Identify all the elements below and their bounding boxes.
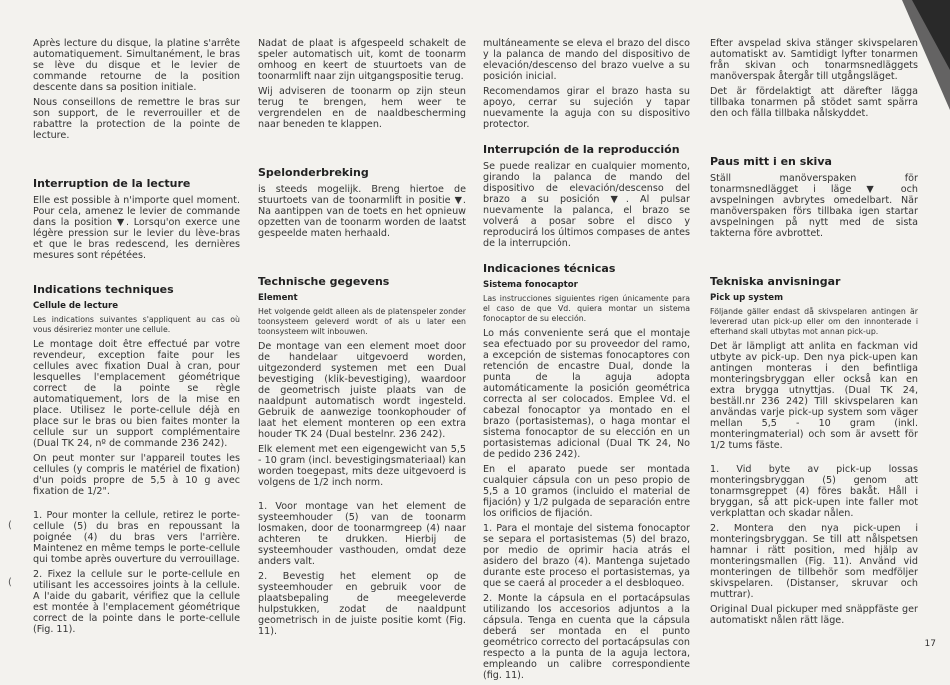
swedish-pickup-note: Följande gäller endast då skivspelaren antingen är levererad utan pick-up eller om den innonterade i efterhand skall utbytas mot annan pick-up. (710, 307, 918, 336)
spanish-interruption-heading: Interrupción de la reproducción (483, 143, 680, 156)
spanish-cell-note: Las instrucciones siguientes rigen únicamente para el caso de que Vd. quiera montar un sistema fonocaptor de su elección. (483, 294, 690, 323)
spanish-cell-paragraph-2: En el aparato puede ser montada cualquier cápsula con un peso propio de 5,5 a 10 gramos (incluido el material de fijación) y 1/2 pulgada de separación entre los orificios de fijación. (483, 464, 690, 519)
swedish-pickup-paragraph-1: Det är lämpligt att anlita en fackman vid utbyte av pick-up. Den nya pick-upen kan antingen monteras i den befintliga monteringsbryggan eller också kan en extra brygga utnyttjas. (Dual TK 24, beställ.nr 236 242) Till skivspelaren kan användas varje pick-up system som väger mellan 5,5 - 10 gram (inkl. monteringmaterial) och som är avsett för 1/2 tums fäste. (710, 341, 918, 451)
dutch-technical-heading: Technische gegevens (258, 275, 390, 288)
spanish-interruption-text: Se puede realizar en cualquier momento, girando la palanca de mando del dispositivo de elevación/descenso del brazo a su posición ▼. Al pulsar nuevamente la palanca, el brazo se volverá a posar sobre el disco y reproducirá los últimos compases de antes de la interrupción. (483, 161, 690, 249)
spanish-intro-2: Recomendamos girar el brazo hasta su apoyo, cerrar su sujeción y tapar nuevamente la aguja con su dispositivo protector. (483, 86, 690, 130)
spanish-step-2: 2. Monte la cápsula en el portacápsulas utilizando los accesorios adjuntos a la cápsula. Tenga en cuenta que la cápsula deberá ser montada en el punto geométrico correcto del portacápsulas con respecto a la punta de la aguja lectora, empleando un calibre correspondiente (fig. 11). (483, 593, 690, 681)
swedish-pause-heading: Paus mitt i en skiva (710, 155, 832, 168)
dutch-step-1: 1. Voor montage van het element de systeemhouder (5) van de toonarm losmaken, door de toonarmgreep (4) naar achteren te drukken. Hierbij de systeemhouder vasthouden, omdat deze anders valt. (258, 501, 466, 567)
spanish-step-1: 1. Para el montaje del sistema fonocaptor se separa el portasistemas (5) del brazo, por medio de oprimir hacia atrás el asidero del brazo (4). Mantenga sujetado durante este proceso el portasistemas, ya que se caerá al proceder a el desbloqueo. (483, 523, 690, 589)
dutch-step-2: 2. Bevestig het element op de systeemhouder en gebruik voor de plaatsbepaling de meegeleverde hulpstukken, zodat de naaldpunt geometrisch in de juiste positie komt (Fig. 11). (258, 571, 466, 637)
spanish-technical-heading: Indicaciones técnicas (483, 262, 616, 275)
page-corner-curl (902, 0, 950, 110)
margin-mark: ( (8, 577, 12, 588)
dutch-element-subheading: Element (258, 293, 298, 303)
french-cell-paragraph-1: Le montage doit être effectué par votre revendeur, exception faite pour les cellules avec fixation Dual à cran, pour lesquelles l'emplacement géométrique correct de la pointe se règle automatiquement, lors de la mise en place. Utilisez le porte-cellule déjà en place sur le bras ou bien faites monter la cellule sur un support complémentaire (Dual TK 24, nº de commande 236 242). (33, 339, 240, 449)
dutch-stop-text: is steeds mogelijk. Breng hiertoe de stuurtoets van de toonarmlift in positie ▼. Na aantippen van de toets en het opnieuw opzetten van de toonarm worden de laatst gespeelde maten herhaald. (258, 184, 466, 239)
dutch-element-paragraph-1: De montage van een element moet door de handelaar uitgevoerd worden, uitgezonderd systemen met een Dual bevestiging (klik-bevestiging), waardoor de geometrisch juiste plaats van de naaldpunt automatisch wordt ingesteld. Gebruik de aanwezige toonkophouder of laat het element monteren op een extra houder TK 24 (Dual bestelnr. 236 242). (258, 341, 466, 440)
dutch-stop-heading: Spelonderbreking (258, 166, 369, 179)
swedish-pickup-subheading: Pick up system (710, 293, 784, 303)
french-cell-note: Les indications suivantes s'appliquent au cas où vous désireriez monter une cellule. (33, 315, 240, 334)
dutch-element-paragraph-2: Elk element met een eigengewicht van 5,5 - 10 gram (incl. bevestigingsmateriaal) kan worden toegepast, mits deze uitgevoerd is volgens de 1/2 inch norm. (258, 444, 466, 488)
swedish-intro: Efter avspelad skiva stänger skivspelaren automatiskt av. Samtidigt lyfter tonarmen från skivan och tonarmsnedläggets manöverspak återgår till utgångsläget. (710, 38, 918, 82)
french-step-1: 1. Pour monter la cellule, retirez le porte-cellule (5) du bras en repoussant la poignée (4) du bras vers l'arrière. Maintenez en même temps le porte-cellule qui tombe après ouverture du verrouillage. (33, 510, 240, 565)
spanish-column (483, 38, 690, 685)
french-cell-paragraph-2: On peut monter sur l'appareil toutes les cellules (y compris le matériel de fixation) d'un poids propre de 5,5 à 10 g avec fixation de 1/2". (33, 453, 240, 497)
swedish-pause-text: Ställ manöverspaken för tonarmsnedlägget i läge ▼ och avspelningen avbrytes omedelbart. När manöverspaken förs tillbaka igen startar avspelningen på nytt med de sista takterna före avbrottet. (710, 173, 918, 239)
margin-mark: ( (8, 520, 12, 531)
swedish-step-1: 1. Vid byte av pick-up lossas monteringsbryggan (5) genom att tonarmsgreppet (4) föres bakåt. Håll i bryggan, så att pick-upen inte faller mot verkplattan och skadar nålen. (710, 464, 918, 519)
spanish-cell-subheading: Sistema fonocaptor (483, 280, 578, 290)
dutch-column (258, 38, 466, 641)
french-technical-heading: Indications techniques (33, 283, 174, 296)
swedish-column (710, 38, 918, 630)
page-number: 17 (924, 639, 936, 649)
french-cell-subheading: Cellule de lecture (33, 301, 119, 311)
french-column (33, 38, 240, 639)
french-interruption-heading: Interruption de la lecture (33, 177, 191, 190)
swedish-step-3: Original Dual pickuper med snäppfäste ger automatiskt nålen rätt läge. (710, 604, 918, 626)
swedish-step-2: 2. Montera den nya pick-upen i monteringsbryggan. Se till att nålspetsen hamnar i rätt position, med hjälp av monteringsmallen (Fig. 11). Använd vid monteringen de tillbehör som medföljer skivspelaren. (Distanser, skruvar och muttrar). (710, 523, 918, 600)
spanish-cell-paragraph-1: Lo más conveniente será que el montaje sea efectuado por su proveedor del ramo, a excepción de sistemas fonocaptores con retención de encastre Dual, donde la punta de la aguja adopta automáticamente la posición geométrica correcta al ser colocados. Emplee Vd. el cabezal fonocaptor ya montado en el brazo (portasistemas), o haga montar el sistema fonocaptor de su elección en un portasistemas adicional (Dual TK 24, No de pedido 236 242). (483, 328, 690, 460)
french-intro: Après lecture du disque, la platine s'arrête automatiquement. Simultanément, le bras se lève du disque et le levier de commande retourne de la position descente dans sa position initiale. (33, 38, 240, 93)
french-intro-2: Nous conseillons de remettre le bras sur son support, de le reverrouiller et de rabattre la protection de la pointe de lecture. (33, 97, 240, 141)
dutch-intro: Nadat de plaat is afgespeeld schakelt de speler automatisch uit, komt de toonarm omhoog en keert de stuurtoets van de toonarmlift naar zijn uitgangspositie terug. (258, 38, 466, 82)
dutch-element-note: Het volgende geldt alleen als de platenspeler zonder toonsysteem geleverd wordt of als u later een toonsysteem wilt inbouwen. (258, 307, 466, 336)
french-step-2: 2. Fixez la cellule sur le porte-cellule en utilisant les accessoires joints à la cellule. A l'aide du gabarit, vérifiez que la cellule est montée à l'emplacement géométrique correct de la pointe dans le porte-cellule (Fig. 11). (33, 569, 240, 635)
dutch-intro-2: Wij adviseren de toonarm op zijn steun terug te brengen, hem weer te vergrendelen en de naaldbescherming naar beneden te klappen. (258, 86, 466, 130)
spanish-intro: multáneamente se eleva el brazo del disco y la palanca de mando del dispositivo de elevación/descenso del brazo vuelve a su posición inicial. (483, 38, 690, 82)
french-interruption-text: Elle est possible à n'importe quel moment. Pour cela, amenez le levier de commande dans la position ▼. Lorsqu'on exerce une légère pression sur le levier du lève-bras et que le bras redescend, les dernières mesures sont répétées. (33, 195, 240, 261)
swedish-technical-heading: Tekniska anvisningar (710, 275, 841, 288)
swedish-intro-2: Det är fördelaktigt att därefter lägga tillbaka tonarmen på stödet samt spärra den och fälla tillbaka nålskyddet. (710, 86, 918, 119)
